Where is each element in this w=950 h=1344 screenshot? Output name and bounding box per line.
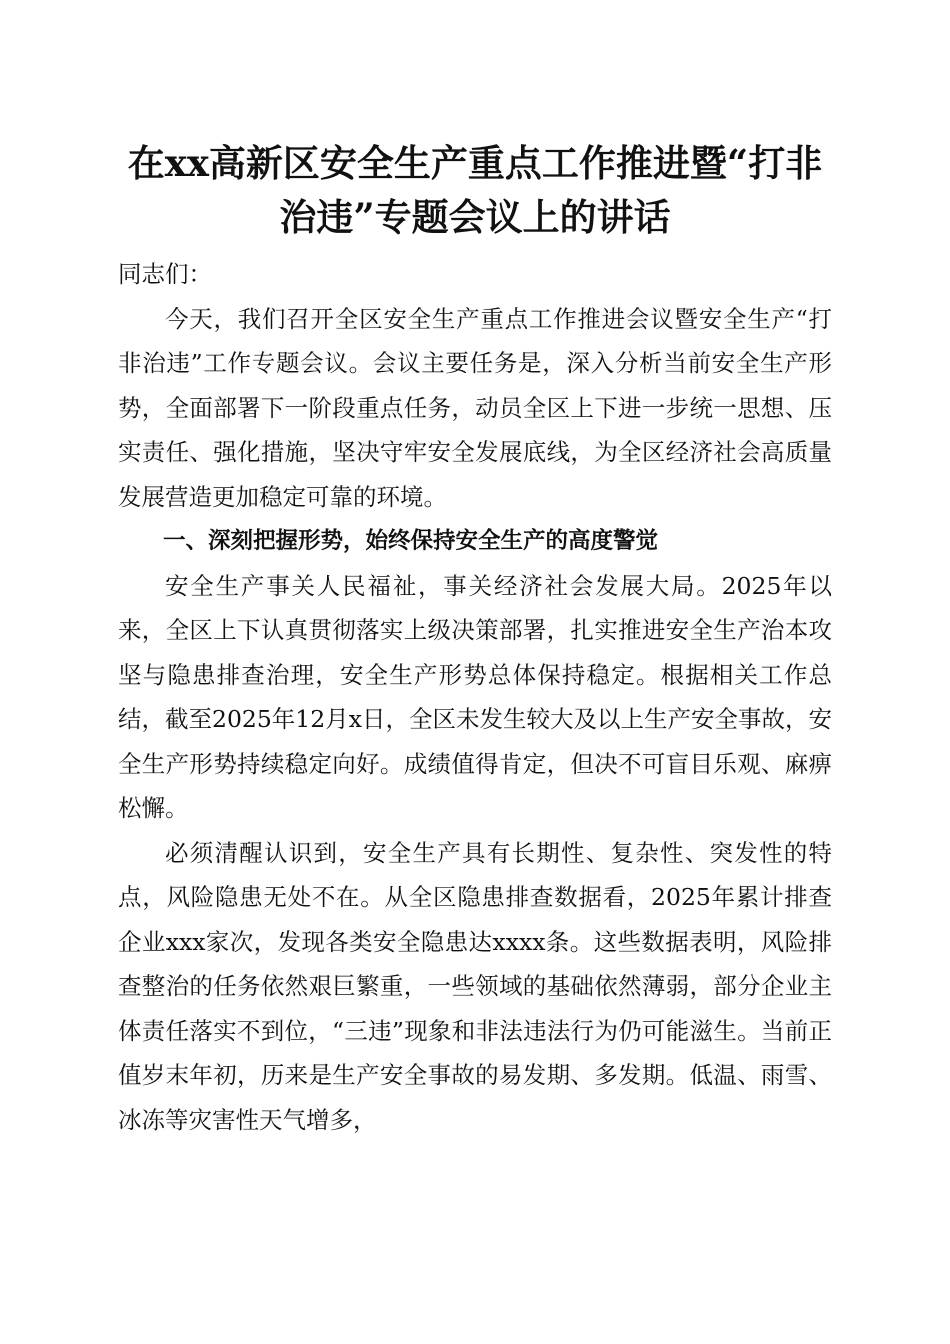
paragraph-intro: 今天，我们召开全区安全生产重点工作推进会议暨安全生产“打非治违”工作专题会议。会议主要任务是，深入分析当前安全生产形势，全面部署下一阶段重点任务，动员全区上下进一步统一思想、压实责任、强化措施，坚决守牢安全发展底线，为全区经济社会高质量发展营造更加稳定可靠的环境。: [118, 304, 832, 511]
document-body: [118, 252, 832, 1142]
title-line-1: 在xx高新区安全生产重点工作推进暨“打非: [127, 141, 823, 185]
title-line-2: 治违”专题会议上的讲话: [279, 195, 671, 239]
section-heading-1: 一、深刻把握形势，始终保持安全生产的高度警觉: [163, 528, 659, 554]
paragraph-situation: 安全生产事关人民福祉，事关经济社会发展大局。2025年以来，全区上下认真贯彻落实上级决策部署，扎实推进安全生产治本攻坚与隐患排查治理，安全生产形势总体保持稳定。根据相关工作总结，截至2025年12月x日，全区未发生较大及以上生产安全事故，安全生产形势持续稳定向好。成绩值得肯定，但决不可盲目乐观、麻痹松懈。: [118, 571, 832, 822]
salutation: 同志们：: [118, 260, 212, 288]
paragraph-risks: 必须清醒认识到，安全生产具有长期性、复杂性、突发性的特点，风险隐患无处不在。从全区隐患排查数据看，2025年累计排查企业xxx家次，发现各类安全隐患达xxxx条。这些数据表明，风险排查整治的任务依然艰巨繁重，一些领域的基础依然薄弱，部分企业主体责任落实不到位，“三违”现象和非法违法行为仍可能滋生。当前正值岁末年初，历来是生产安全事故的易发期、多发期。低温、雨雪、冰冻等灾害性天气增多，: [118, 838, 832, 1134]
document-title: [118, 136, 832, 244]
